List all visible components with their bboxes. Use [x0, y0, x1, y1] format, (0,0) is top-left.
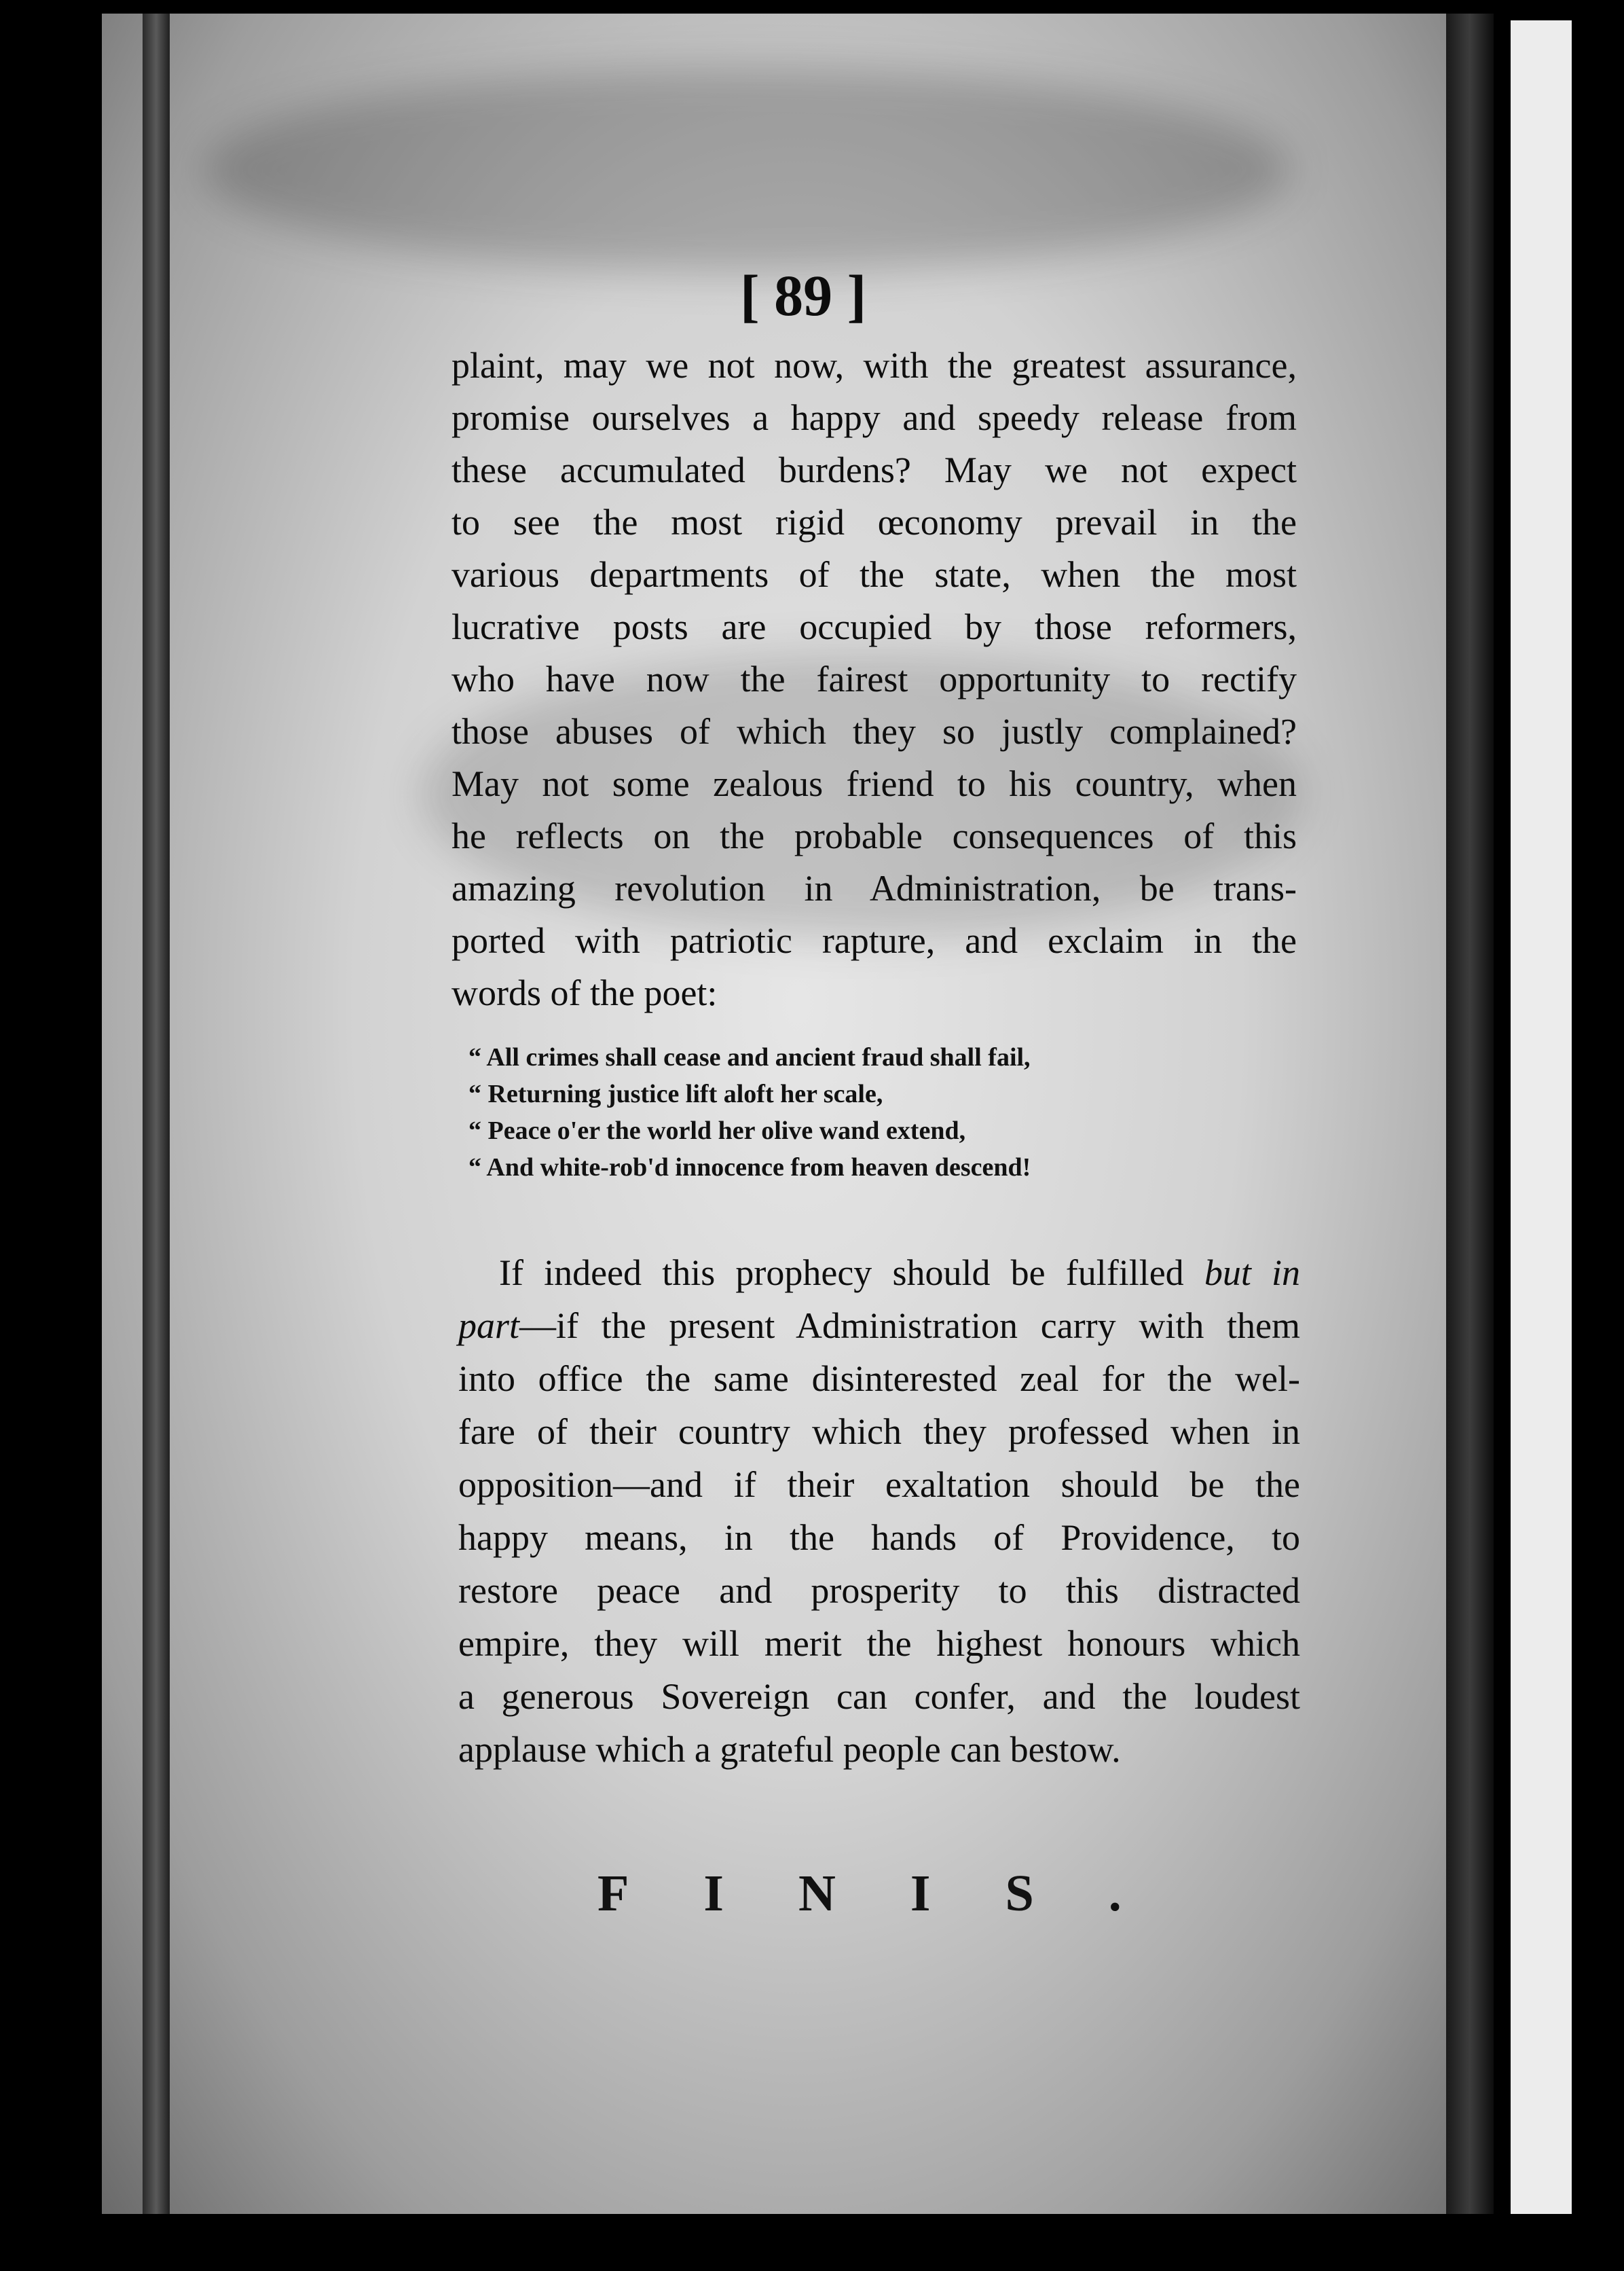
- paragraph-1: [451, 340, 1297, 1019]
- finis-heading: FINIS.: [597, 1865, 1196, 1922]
- text-line: those abuses of which they so justly complained?: [451, 711, 1297, 752]
- text-line: promise ourselves a happy and speedy release from: [451, 397, 1297, 438]
- text-line: he reflects on the probable consequences of this: [451, 816, 1297, 856]
- text-line: who have now the fairest opportunity to rectify: [451, 659, 1297, 700]
- text-line: a generous Sovereign can confer, and the loudest: [458, 1676, 1300, 1717]
- text-line: words of the poet:: [451, 973, 718, 1013]
- text-line: into office the same disinterested zeal for the wel-: [458, 1358, 1300, 1399]
- text-line: these accumulated burdens? May we not expect: [451, 450, 1297, 490]
- page-edge-shadow: [1446, 14, 1494, 2214]
- text-line: to see the most rigid œconomy prevail in the: [451, 502, 1297, 543]
- verse-line: “ Returning justice lift aloft her scale,: [468, 1080, 883, 1108]
- ink-smudge: [204, 68, 1290, 272]
- page-binding-shadow: [143, 14, 170, 2214]
- text-line: opposition—and if their exaltation should be the: [458, 1464, 1300, 1505]
- text-line: applause which a grateful people can bestow.: [458, 1729, 1121, 1770]
- text-line: various departments of the state, when the most: [451, 554, 1297, 595]
- verse-line: “ Peace o'er the world her olive wand extend,: [468, 1116, 966, 1145]
- text-line: [458, 1246, 1300, 1299]
- text-line: ported with patriotic rapture, and exclaim in the: [451, 920, 1297, 961]
- verse-line: “ All crimes shall cease and ancient fraud shall fail,: [468, 1043, 1031, 1072]
- text-line: [458, 1299, 1300, 1352]
- text-line: lucrative posts are occupied by those reformers,: [451, 606, 1297, 647]
- paragraph-2: [458, 1246, 1300, 1776]
- text-line: fare of their country which they professed when in: [458, 1411, 1300, 1452]
- text-line: happy means, in the hands of Providence, to: [458, 1517, 1300, 1558]
- text-line: empire, they will merit the highest honours which: [458, 1623, 1300, 1664]
- text-run: —if the present Administration carry with them: [519, 1305, 1300, 1346]
- verse-quotation: [468, 1039, 1310, 1186]
- page-number: [ 89 ]: [740, 263, 867, 328]
- text-run: If indeed this prophecy should be fulfilled: [499, 1252, 1204, 1293]
- text-line: May not some zealous friend to his country, when: [451, 763, 1297, 804]
- verse-line: “ And white-rob'd innocence from heaven descend!: [468, 1153, 1031, 1182]
- italic-run: but in: [1204, 1252, 1300, 1293]
- adjacent-page-strip: [1511, 20, 1572, 2214]
- text-line: restore peace and prosperity to this distracted: [458, 1570, 1300, 1611]
- text-line: amazing revolution in Administration, be trans-: [451, 868, 1297, 909]
- italic-run: part: [458, 1305, 520, 1346]
- text-line: plaint, may we not now, with the greatest assurance,: [451, 345, 1297, 386]
